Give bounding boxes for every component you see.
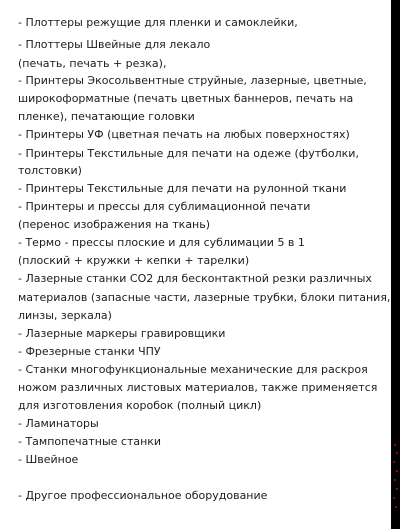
list-item: - Швейное (18, 453, 79, 466)
list-item: - Плоттеры режущие для пленки и самоклейки, (18, 16, 298, 29)
list-item: - Станки многофункциональные механические для раскроя (18, 363, 368, 376)
list-item: - Лазерные станки СО2 для бесконтактной резки различных (18, 272, 372, 285)
list-item: ножом различных листовых материалов, также применяется (18, 381, 378, 394)
edge-dot (396, 452, 398, 454)
edge-dot (394, 479, 396, 481)
list-item: материалов (запасные части, лазерные трубки, блоки питания, (18, 291, 391, 304)
list-item: - Принтеры Текстильные для печати на одеже (футболки, (18, 147, 359, 160)
edge-dot (395, 506, 397, 508)
list-item: (печать, печать + резка), (18, 57, 167, 70)
list-item: для изготовления коробок (полный цикл) (18, 399, 262, 412)
right-edge-border (391, 0, 400, 529)
list-item: - Принтеры Текстильные для печати на рулонной ткани (18, 182, 347, 195)
edge-dot (393, 461, 395, 463)
list-item: линзы, зеркала) (18, 309, 112, 322)
list-item: - Тампопечатные станки (18, 435, 162, 448)
edge-dot (396, 488, 398, 490)
list-item: - Плоттеры Швейные для лекало (18, 38, 211, 51)
list-item: пленке), печатающие головки (18, 110, 195, 123)
list-item: толстовки) (18, 164, 82, 177)
list-item: (перенос изображения на ткань) (18, 218, 211, 231)
list-item: широкоформатные (печать цветных баннеров, печать на (18, 92, 354, 105)
list-item: - Принтеры УФ (цветная печать на любых поверхностях) (18, 128, 350, 141)
list-item: - Другое профессиональное оборудование (18, 489, 268, 502)
list-item: - Лазерные маркеры гравировщики (18, 327, 226, 340)
list-item: - Фрезерные станки ЧПУ (18, 345, 161, 358)
list-item: - Принтеры Экосольвентные струйные, лазерные, цветные, (18, 74, 367, 87)
edge-dot (393, 497, 395, 499)
list-item: (плоский + кружки + кепки + тарелки) (18, 254, 250, 267)
list-item: - Ламинаторы (18, 417, 99, 430)
list-item: - Принтеры и прессы для сублимационной печати (18, 200, 311, 213)
edge-dot (394, 444, 396, 446)
edge-dot (396, 470, 398, 472)
list-item: - Термо - прессы плоские и для сублимации 5 в 1 (18, 236, 305, 249)
